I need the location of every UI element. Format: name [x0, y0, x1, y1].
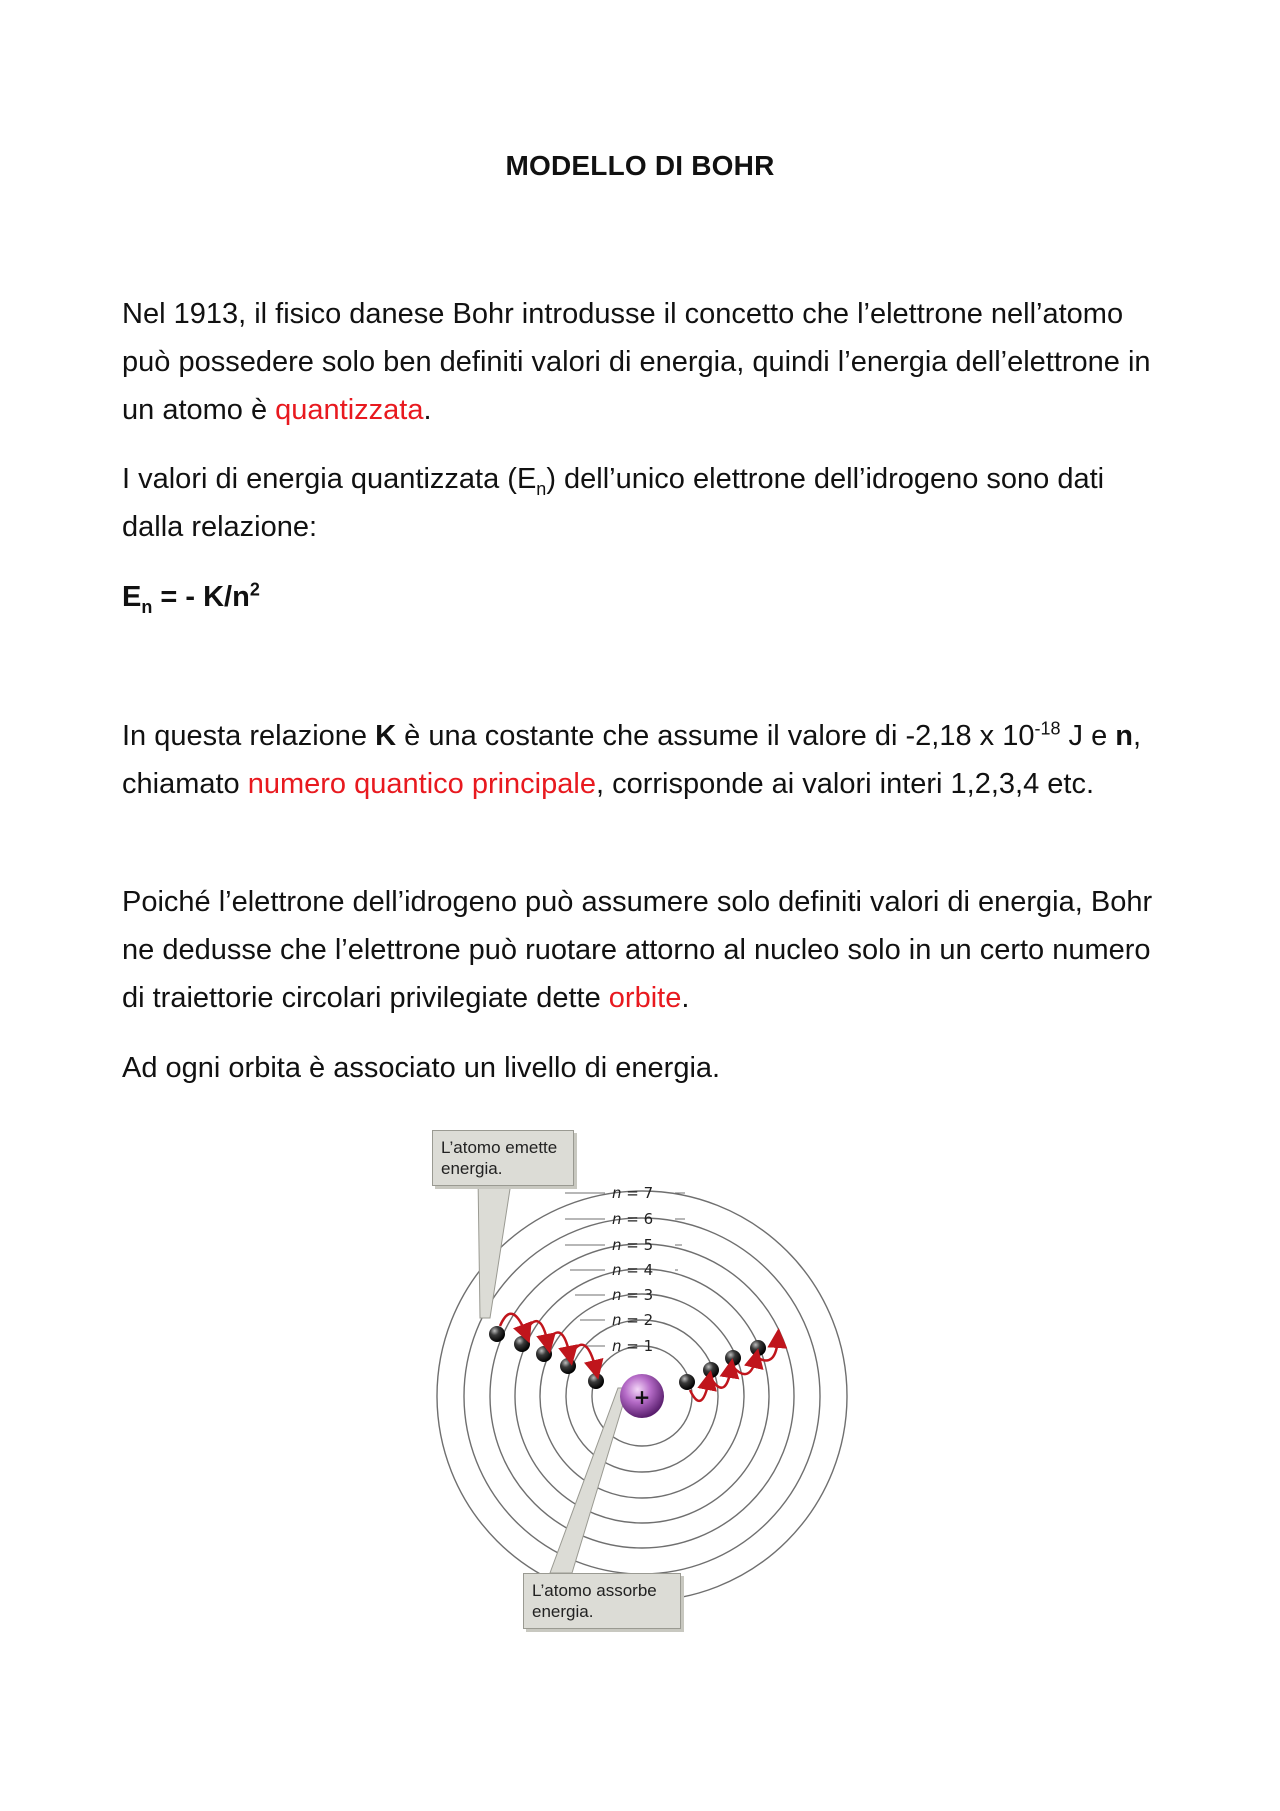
- formula-exponent: 2: [249, 579, 260, 600]
- highlight-orbite: orbite: [608, 982, 682, 1014]
- bohr-model-figure: [420, 1118, 880, 1638]
- emit-label-line2: energia.: [441, 1159, 503, 1178]
- level-label-6: n = 6: [612, 1210, 654, 1228]
- constant-k: K: [375, 720, 397, 752]
- absorb-label-line1: L’atomo assorbe: [532, 1581, 657, 1600]
- paragraph-intro: [122, 290, 1162, 434]
- constant-exponent: -18: [1034, 718, 1061, 739]
- level-label-1: n = 1: [612, 1337, 654, 1355]
- nucleus-symbol: +: [633, 1385, 651, 1409]
- energy-text-b: ) dell’unico elettrone dell’idrogeno sono dati dalla relazione:: [122, 463, 1105, 543]
- intro-end: .: [423, 394, 432, 426]
- bohr-model-diagram: [420, 1118, 880, 1638]
- level-label-5: n = 5: [612, 1236, 654, 1254]
- paragraph-constant: [122, 712, 1162, 808]
- highlight-principal-quantum-number: numero quantico principale: [247, 768, 596, 800]
- absorb-callout: [523, 1573, 681, 1629]
- formula-e: E: [122, 581, 142, 613]
- constant-text-d: , chiamato: [122, 720, 1142, 800]
- constant-text-e: , corrisponde ai valori interi 1,2,3,4 etc.: [595, 768, 1095, 800]
- constant-text-b: è una costante che assume il valore di -2,18 x 10: [396, 720, 1035, 752]
- level-label-7: n = 7: [612, 1184, 654, 1202]
- highlight-quantizzata: quantizzata: [275, 394, 424, 426]
- level-label-4: n = 4: [612, 1261, 654, 1279]
- orbits-end: .: [681, 982, 690, 1014]
- energy-subscript: n: [536, 478, 547, 499]
- level-label-3: n = 3: [612, 1286, 654, 1304]
- level-label-2: n = 2: [612, 1311, 654, 1329]
- paragraph-orbits: [122, 878, 1162, 1022]
- constant-text-c: J e: [1060, 720, 1116, 752]
- page-title: MODELLO DI BOHR: [505, 150, 775, 181]
- orbits-text: Poiché l’elettrone dell’idrogeno può assumere solo definiti valori di energia, Bohr ne dedusse che l’elettrone può ruotare attorno al nucleo solo in un certo numero di traiettorie circolari privilegiate dette: [122, 886, 1153, 1014]
- formula-subscript: n: [141, 596, 153, 617]
- energy-text-a: I valori di energia quantizzata (E: [122, 463, 537, 495]
- emit-label-line1: L’atomo emette: [441, 1138, 558, 1157]
- paragraph-energy-values: [122, 455, 1162, 551]
- constant-n: n: [1115, 720, 1133, 752]
- intro-text: Nel 1913, il fisico danese Bohr introdusse il concetto che l’elettrone nell’atomo può possedere solo ben definiti valori di energia, quindi l’energia dell’elettrone in un atomo è: [122, 298, 1151, 426]
- paragraph-levels: Ad ogni orbita è associato un livello di energia.: [122, 1052, 721, 1084]
- constant-text-a: In questa relazione: [122, 720, 376, 752]
- formula-body: = - K/n: [152, 581, 250, 613]
- formula: [122, 573, 1162, 621]
- emit-callout: [432, 1130, 574, 1186]
- absorb-label-line2: energia.: [532, 1602, 594, 1621]
